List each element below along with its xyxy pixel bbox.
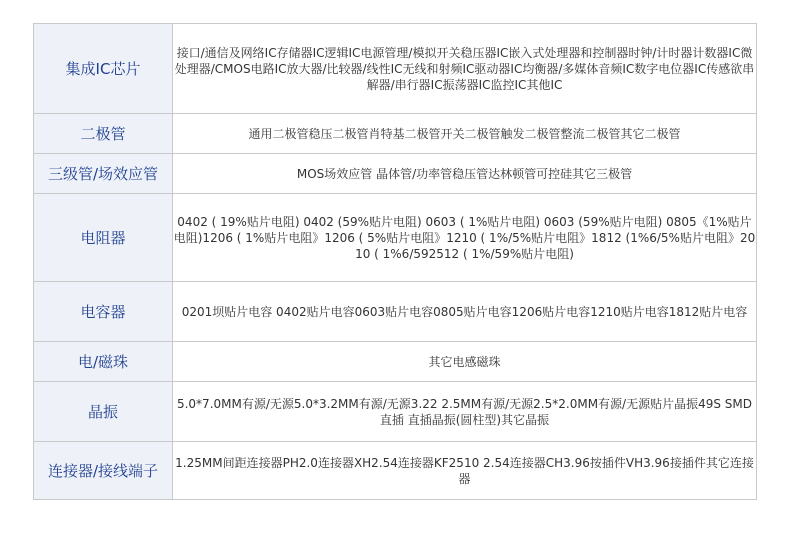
table-row: [34, 382, 757, 442]
row-description: 0201坝贴片电容 0402贴片电容0603贴片电容0805贴片电容1206贴片电容1210贴片电容1812贴片电容: [173, 282, 757, 342]
table-row: [34, 342, 757, 382]
row-label: 晶振: [34, 382, 173, 442]
table-row: [34, 194, 757, 282]
row-label: 集成IC芯片: [34, 24, 173, 114]
row-description: 通用二极管稳压二极管肖特基二极管开关二极管触发二极管整流二极管其它二极管: [173, 114, 757, 154]
row-description: 接口/通信及网络IC存储器IC逻辑IC电源管理/模拟开关稳压器IC嵌入式处理器和控制器时钟/计时器计数器IC微处理器/CMOS电路IC放大器/比较器/线性IC无线和射频IC驱动器IC均衡器/多媒体音频IC数字电位器IC传感欲串解器/串行器IC振荡器IC监控IC其他IC: [173, 24, 757, 114]
table-row: [34, 24, 757, 114]
row-description: 1.25MM间距连接器PH2.0连接器XH2.54连接器KF2510 2.54连接器CH3.96按插件VH3.96接插件其它连接器: [173, 442, 757, 500]
row-label: 电/磁珠: [34, 342, 173, 382]
table-row: [34, 154, 757, 194]
row-label: 三级管/场效应管: [34, 154, 173, 194]
row-label: 电容器: [34, 282, 173, 342]
row-label: 连接器/接线端子: [34, 442, 173, 500]
table-row: [34, 442, 757, 500]
row-description: 5.0*7.0MM有源/无源5.0*3.2MM有源/无源3.22 2.5MM有源/无源2.5*2.0MM有源/无源贴片晶振49S SMD直插 直插晶振(圆柱型)其它晶振: [173, 382, 757, 442]
row-label: 电阻器: [34, 194, 173, 282]
row-description: MOS场效应管 晶体管/功率管稳压管达林顿管可控硅其它三极管: [173, 154, 757, 194]
category-table: [33, 23, 757, 500]
table-row: [34, 282, 757, 342]
row-description: 0402 ( 19%贴片电阻) 0402 (59%贴片电阻) 0603 ( 1%贴片电阻) 0603 (59%贴片电阻) 0805《1%贴片电阻)1206 ( 1%贴片电阻》1206 ( 5%贴片电阻》1210 ( 1%/5%贴片电阻》1812 (1%6/5%贴片电阻》2010 ( 1%6/592512 ( 1%/59%贴片电阻): [173, 194, 757, 282]
row-label: 二极管: [34, 114, 173, 154]
row-description: 其它电感磁珠: [173, 342, 757, 382]
table-row: [34, 114, 757, 154]
